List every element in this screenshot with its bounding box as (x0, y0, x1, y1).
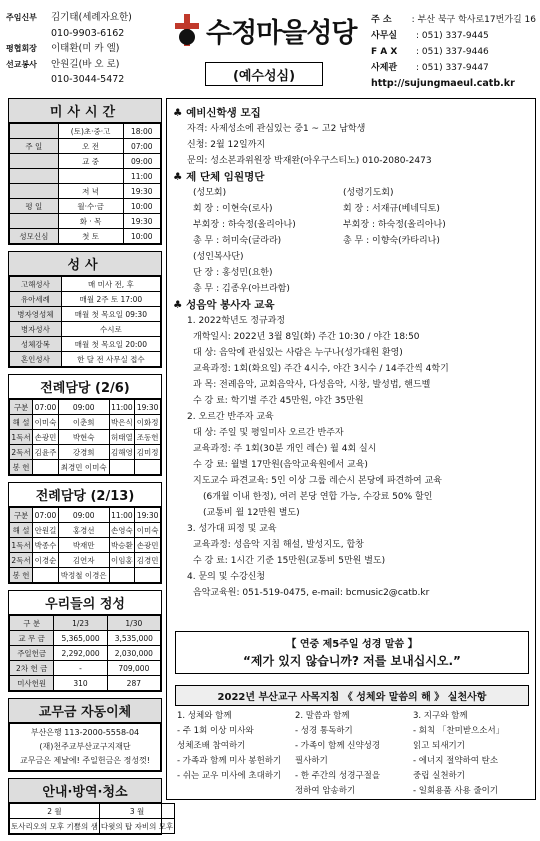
duty2-cell: 이경순 (33, 553, 59, 568)
mass-cell: 10:00 (123, 199, 160, 214)
offering-cell: 1/30 (107, 616, 160, 631)
bible-quote: “제가 있지 않습니까? 저를 보내십시오.” (243, 654, 461, 668)
offering-cell: 2,030,000 (107, 646, 160, 661)
duty1-cell: 김윤주 (33, 445, 59, 460)
address-value: : 051) 337-9446 (416, 47, 489, 57)
guide-cell: 다윗의 탑 자비의 모후 (99, 819, 174, 834)
goal-item: 중립 실천하기 (413, 771, 465, 781)
goal-item: 읽고 되새기기 (413, 741, 465, 751)
sacrament-cell: 병자영성체 (10, 307, 62, 322)
duty1-cell: 김미정 (135, 445, 161, 460)
offering-cell: 구 분 (10, 616, 54, 631)
goal-column (411, 706, 529, 802)
mass-cell: 10:00 (123, 229, 160, 244)
s3-line: 지도교수 파견교육: 5인 이상 그룹 레슨시 본당에 파견하여 교육 (193, 476, 442, 486)
church-name: 수정마을성당 (206, 17, 357, 49)
s2-row (173, 217, 529, 233)
duty1-cell: 09:00 (58, 400, 109, 415)
duty1-row (10, 445, 161, 460)
s3-line: 교육과정: 성음악 지침 해설, 발성지도, 합창 (193, 540, 364, 550)
offering-cell: 2차 헌 금 (10, 661, 54, 676)
s2-cell: (성모회) (193, 188, 227, 198)
duty1-cell: 김해영 (109, 445, 135, 460)
duty2-cell: 봉 헌 (10, 568, 33, 583)
duty2-cell: 구분 (10, 508, 33, 523)
offering-row (10, 676, 161, 691)
staff-label (6, 26, 51, 42)
duty1-row (10, 400, 161, 415)
offering-row (10, 616, 161, 631)
s2-row (173, 185, 529, 201)
staff-label (6, 72, 51, 88)
offering-cell: - (54, 661, 107, 676)
goal-item: - 가족이 함께 신약성경 (295, 741, 381, 751)
duty1-cell: 2독서 (10, 445, 33, 460)
sacrament-cell: 유아세례 (10, 292, 62, 307)
goal-item: - 성경 통독하기 (295, 726, 353, 736)
sacrament-title: 성사 (9, 252, 161, 276)
duty1-row (10, 430, 161, 445)
sacrament-cell: 수시로 (61, 322, 160, 337)
duty1-cell (135, 460, 161, 475)
mass-cell: (토)초·중·고 (58, 124, 123, 139)
s3-line: 수 강 료: 월별 17만원(음악교육원에서 교육) (193, 460, 368, 470)
duty1-cell: 1독서 (10, 430, 33, 445)
mass-row (10, 154, 161, 169)
duty1-cell: 이미숙 (33, 415, 59, 430)
duty2-cell: 안원길 (33, 523, 59, 538)
address-label: 주 소 (371, 15, 392, 25)
staff-list (6, 10, 168, 88)
goal-item: 성체조배 참여하기 (177, 741, 246, 751)
duty2-cell: 홍경선 (58, 523, 109, 538)
s2-cell: (성령기도회) (343, 188, 394, 198)
staff-label: 평협회장 (6, 44, 37, 53)
duty1-cell: 봉 헌 (10, 460, 33, 475)
duty1-row (10, 460, 161, 475)
goal-title: 2022년 부산교구 사목지침 《 성체와 말씀의 해 》 실천사항 (175, 685, 529, 706)
s3-line: 수 강 료: 학기별 주간 45만원, 야간 35만원 (193, 396, 364, 406)
offering-cell: 5,365,000 (54, 631, 107, 646)
mass-cell: 19:30 (123, 214, 160, 229)
duty2-cell: 박정철 이경은 (58, 568, 109, 583)
guide-table (9, 803, 175, 834)
duty1-cell: 최경민 이미숙 (58, 460, 109, 475)
mass-cell: 첫 토 (58, 229, 123, 244)
address-label: 사제관 (371, 63, 398, 73)
s3-line: 3. 성가대 피정 및 교육 (187, 524, 277, 534)
goal-item: - 에너지 절약하여 탄소 (413, 756, 499, 766)
s3-line: 교육과정: 1회(화요일) 주간 4시수, 야간 3시수 / 14주간씩 4학기 (193, 364, 449, 374)
s3-line: (6개월 이내 한정), 여러 본당 연합 가능, 수강료 50% 할인 (203, 492, 433, 502)
bible-box (175, 631, 529, 674)
mass-cell: 19:30 (123, 184, 160, 199)
goal-item: - 쉬는 교우 미사에 초대하기 (177, 771, 282, 781)
duty1-cell: 박은식 (109, 415, 135, 430)
guide-box (8, 778, 174, 835)
duty1-cell (33, 460, 59, 475)
s2-cell: 회 장 : 이현숙(로사) (193, 204, 273, 214)
staff-label: 주임신부 (6, 13, 37, 22)
s2-cell: 부회장 : 하숙정(올리아나) (193, 220, 296, 230)
duty1-cell: 해 설 (10, 415, 33, 430)
s3-line: 음악교육원: 051-519-0475, e-mail: bcmusic2@catb.kr (193, 588, 430, 598)
goal-item: - 주 1회 이상 미사와 (177, 726, 254, 736)
offering-cell: 3,535,000 (107, 631, 160, 646)
offering-cell: 709,000 (107, 661, 160, 676)
duty2-table (9, 507, 161, 583)
goal-item: 정하여 암송하기 (295, 786, 356, 796)
address-block (371, 12, 536, 92)
mass-cell (10, 124, 59, 139)
duty2-cell (109, 568, 135, 583)
duty2-row (10, 508, 161, 523)
staff-value: 이태환(미 카 엘) (51, 43, 120, 54)
s2-cell: 회 장 : 서재규(베네딕토) (343, 204, 440, 214)
duty2-cell (33, 568, 59, 583)
mass-table (9, 123, 161, 244)
offering-cell: 310 (54, 676, 107, 691)
goal-column (175, 706, 293, 802)
mass-cell: 주 일 (10, 139, 59, 154)
address-label: F A X (371, 47, 398, 57)
mass-row (10, 169, 161, 184)
sacrament-row (10, 307, 161, 322)
s3-title: ♣ 성음악 봉사자 교육 (173, 299, 275, 311)
church-emblem-icon (172, 13, 202, 47)
mass-cell: 11:00 (123, 169, 160, 184)
duty2-cell: 이임홍 (109, 553, 135, 568)
goal-item: 2. 말씀과 함께 (295, 711, 350, 721)
mass-cell: 오 전 (58, 139, 123, 154)
auto-transfer-box (8, 698, 162, 772)
mass-title: 미사시간 (9, 99, 161, 123)
staff-value: 010-9903-6162 (51, 27, 125, 39)
s3-line: (교통비 월 12만원 별도) (203, 508, 300, 518)
mass-cell: 월·수·금 (58, 199, 123, 214)
mass-cell: 화 · 목 (58, 214, 123, 229)
mass-cell: 교 중 (58, 154, 123, 169)
duty1-cell (109, 460, 135, 475)
guide-row (10, 819, 175, 834)
duty2-cell: 손광민 (135, 538, 161, 553)
duty1-title: 전례담당 (2/6) (9, 375, 161, 399)
duty1-cell: 구분 (10, 400, 33, 415)
duty2-cell (135, 568, 161, 583)
auto-line: 교무금은 제날에! 주일헌금은 정성껏! (20, 756, 150, 765)
duty2-cell: 19:30 (135, 508, 161, 523)
goal-item: - 회칙 「찬미받으소서」 (413, 726, 505, 736)
goal-columns (175, 706, 529, 802)
guide-cell: 토사리오의 모후 기쁨의 샘 (10, 819, 100, 834)
offering-cell: 1/23 (54, 616, 107, 631)
sacrament-cell: 매 미사 전, 후 (61, 277, 160, 292)
offering-cell: 주일헌금 (10, 646, 54, 661)
sacrament-row (10, 277, 161, 292)
duty2-box (8, 482, 162, 584)
duty1-row (10, 415, 161, 430)
duty2-cell: 박종수 (33, 538, 59, 553)
offering-row (10, 661, 161, 676)
offering-title: 우리들의 정성 (9, 591, 161, 615)
duty2-title: 전례담당 (2/13) (9, 483, 161, 507)
goal-item: 3. 지구와 함께 (413, 711, 468, 721)
goal-item: 1. 성체와 함께 (177, 711, 232, 721)
s3-line: 2. 오르간 반주자 교육 (187, 412, 274, 422)
duty1-cell: 조동헌 (135, 430, 161, 445)
mass-row (10, 184, 161, 199)
guide-cell: 3 월 (99, 804, 174, 819)
s2-cell: 총 무 : 허미숙(글라라) (193, 236, 282, 246)
address-label: 사무실 (371, 31, 398, 41)
sacrament-cell: 매월 첫 목요일 09:30 (61, 307, 160, 322)
website-url[interactable]: http://sujungmaeul.catb.kr (371, 78, 515, 89)
auto-line: 부산은행 113-2000-5558-04 (30, 728, 140, 737)
s1-line: 자격: 사제성소에 관심있는 중1 ~ 고2 남학생 (187, 124, 366, 134)
mass-cell (58, 169, 123, 184)
goal-item: - 일회용품 사용 줄이기 (413, 786, 499, 796)
sacrament-row (10, 292, 161, 307)
sacrament-cell: 고해성사 (10, 277, 62, 292)
s2-row (173, 201, 529, 217)
goal-item: 필사하기 (295, 756, 328, 766)
s1-title: ♣ 예비신학생 모집 (173, 107, 261, 119)
offering-table (9, 615, 161, 691)
offering-cell: 287 (107, 676, 160, 691)
header (0, 0, 540, 96)
mass-cell (10, 154, 59, 169)
mass-row (10, 124, 161, 139)
s3-line: 개학일시: 2022년 3월 8일(화) 주간 10:30 / 야간 18:50 (193, 332, 420, 342)
s2-cell: 총 무 : 이향숙(카타리나) (343, 236, 440, 246)
duty2-cell: 손영숙 (109, 523, 135, 538)
mass-cell (10, 184, 59, 199)
duty2-cell: 11:00 (109, 508, 135, 523)
church-logo (172, 8, 368, 52)
duty2-cell: 07:00 (33, 508, 59, 523)
right-column (166, 98, 536, 800)
duty2-cell: 김경민 (135, 553, 161, 568)
auto-lines (9, 723, 161, 771)
mass-row (10, 139, 161, 154)
address-value: : 051) 337-9447 (416, 63, 489, 73)
s2-single: (성인복사단) (193, 252, 244, 262)
duty1-table (9, 399, 161, 475)
mass-cell: 09:00 (123, 154, 160, 169)
duty2-cell: 2독서 (10, 553, 33, 568)
duty1-cell: 허태열 (109, 430, 135, 445)
s1-line: 문의: 성소본과위원장 박재완(아우구스티노) 010-2080-2473 (187, 156, 432, 166)
staff-value: 김기태(세례자요한) (51, 12, 132, 23)
guide-row (10, 804, 175, 819)
duty1-cell: 19:30 (135, 400, 161, 415)
s3-lines (173, 313, 529, 601)
sacrament-cell: 혼인성사 (10, 352, 62, 367)
guide-cell: 2 월 (10, 804, 100, 819)
mass-cell: 18:00 (123, 124, 160, 139)
duty1-cell: 손광민 (33, 430, 59, 445)
duty2-cell: 해 설 (10, 523, 33, 538)
auto-line: (재)천주교부산교구지재단 (39, 742, 131, 751)
s2-single: 총 무 : 김종우(아브라함) (193, 284, 290, 294)
notice-section (173, 105, 529, 601)
duty2-row (10, 538, 161, 553)
s2-single: 단 장 : 홍성민(요한) (193, 268, 273, 278)
sacrament-row (10, 322, 161, 337)
mass-row (10, 229, 161, 244)
mass-row (10, 214, 161, 229)
bible-title: 【 연중 제5주일 성경 말씀 】 (286, 639, 418, 650)
mass-cell (10, 169, 59, 184)
guide-title: 안내·방역·청소 (9, 779, 161, 803)
s2-cell: 부회장 : 하숙정(올리아나) (343, 220, 446, 230)
duty2-row (10, 568, 161, 583)
pastoral-goals (175, 685, 529, 802)
sacrament-cell: 매월 2주 토 17:00 (61, 292, 160, 307)
s1-line: 신청: 2월 12일까지 (187, 140, 266, 150)
s2-title: ♣ 제 단체 임원명단 (173, 171, 265, 183)
duty2-cell: 박승환 (109, 538, 135, 553)
duty2-cell: 1독서 (10, 538, 33, 553)
mass-cell: 평 일 (10, 199, 59, 214)
duty1-cell: 강경희 (58, 445, 109, 460)
goal-item: - 한 주간의 성경구절을 (295, 771, 381, 781)
duty2-row (10, 553, 161, 568)
address-value: : 051) 337-9445 (416, 31, 489, 41)
staff-value: 안원길(바 오 로) (51, 58, 120, 70)
mass-schedule (8, 98, 162, 245)
s3-line: 대 상: 주일 및 평일미사 오르간 반주자 (193, 428, 344, 438)
mass-cell: 07:00 (123, 139, 160, 154)
staff-value: 010-3044-5472 (51, 74, 125, 85)
duty2-row (10, 523, 161, 538)
sacrament-row (10, 337, 161, 352)
duty2-cell: 09:00 (58, 508, 109, 523)
offering-cell: 2,292,000 (54, 646, 107, 661)
auto-title: 교무금 자동이체 (9, 699, 161, 723)
goal-item: - 가족과 함께 미사 봉헌하기 (177, 756, 282, 766)
duty2-cell: 박재만 (58, 538, 109, 553)
left-column (8, 98, 174, 841)
duty2-cell: 이미숙 (135, 523, 161, 538)
s2-row (173, 233, 529, 249)
s3-line: 4. 문의 및 수강신청 (187, 572, 266, 582)
s3-line: 수 강 료: 1시간 기준 15만원(교통비 5만원 별도) (193, 556, 386, 566)
sacrament-cell: 매월 첫 목요일 20:00 (61, 337, 160, 352)
sacrament-table (9, 276, 161, 367)
s3-line: 1. 2022학년도 정규과정 (187, 316, 286, 326)
s3-line: 대 상: 음악에 관심있는 사람은 누구나(성가대원 환영) (193, 348, 403, 358)
offering-cell: 미사헌원 (10, 676, 54, 691)
sacrament-box (8, 251, 162, 368)
sacrament-row (10, 352, 161, 367)
duty1-cell: 박현숙 (58, 430, 109, 445)
duty2-cell: 김연자 (58, 553, 109, 568)
duty1-cell: 이화정 (135, 415, 161, 430)
patron-label: (예수성심) (205, 62, 323, 86)
offering-box (8, 590, 162, 692)
duty1-box (8, 374, 162, 476)
sacrament-cell: 한 달 전 사무실 접수 (61, 352, 160, 367)
offering-row (10, 631, 161, 646)
offering-cell: 교 무 금 (10, 631, 54, 646)
duty1-cell: 이춘희 (58, 415, 109, 430)
mass-cell (10, 214, 59, 229)
duty1-cell: 11:00 (109, 400, 135, 415)
goal-column (293, 706, 411, 802)
mass-cell: 저 녁 (58, 184, 123, 199)
s3-line: 과 목: 전례음악, 교회음악사, 다성음악, 시창, 발성법, 핸드벨 (193, 380, 431, 390)
offering-row (10, 646, 161, 661)
mass-cell: 성모신심 (10, 229, 59, 244)
s3-line: 교육과정: 주 1회(30분 개인 레슨) 월 4회 실시 (193, 444, 377, 454)
address-value: : 부산 북구 학사로17번가길 16 (411, 15, 536, 25)
duty1-cell: 07:00 (33, 400, 59, 415)
sacrament-cell: 성체강복 (10, 337, 62, 352)
staff-label: 선교봉사 (6, 59, 37, 69)
mass-row (10, 199, 161, 214)
sacrament-cell: 병자성사 (10, 322, 62, 337)
